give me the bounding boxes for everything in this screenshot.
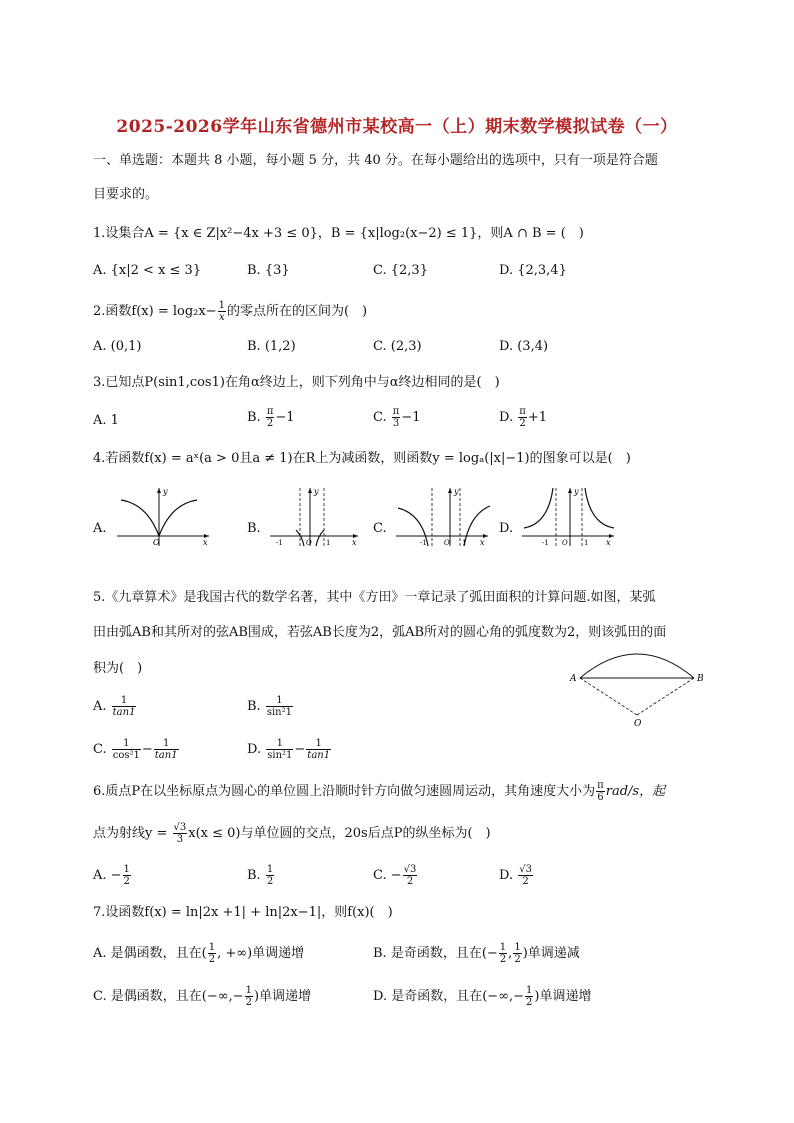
q4-graph-c bbox=[392, 484, 492, 548]
page-title: 2025-2026学年山东省德州市某校高一（上）期末数学模拟试卷（一） bbox=[116, 117, 678, 137]
q5-c-prefix: C. bbox=[93, 742, 111, 757]
q3-option-c bbox=[373, 406, 421, 429]
q7-a-text-a: A. 是偶函数，且在( bbox=[93, 946, 207, 961]
q7-a-num: 1 bbox=[208, 942, 216, 953]
q3-option-d bbox=[499, 406, 547, 429]
q6-b-fraction bbox=[266, 864, 274, 887]
q3-d-den: 2 bbox=[519, 418, 526, 429]
x-label: x bbox=[352, 538, 357, 547]
y-arrow-icon bbox=[568, 488, 572, 493]
q5-c-den-2: tan1 bbox=[154, 750, 178, 761]
q5-d-den-1: sin²1 bbox=[267, 750, 293, 761]
q3-d-num: π bbox=[519, 406, 526, 417]
q5-a-prefix: A. bbox=[93, 699, 111, 714]
q3-d-suffix: +1 bbox=[527, 410, 547, 425]
q4-option-c-label: C. bbox=[373, 521, 387, 536]
neg-one-label: -1 bbox=[542, 539, 549, 547]
q5-c-num-2: 1 bbox=[154, 738, 179, 750]
q5-b-fraction bbox=[266, 695, 293, 718]
q7-c-den: 2 bbox=[245, 997, 252, 1008]
q6-option-b bbox=[247, 864, 275, 887]
q7-a-text-b: , +∞)单调递增 bbox=[217, 946, 305, 961]
q5-c-num-1: 1 bbox=[112, 738, 141, 750]
origin-label: O bbox=[562, 539, 568, 547]
q5-c-minus: − bbox=[141, 742, 153, 757]
q5-stem-line2: 田由弧AB和其所对的弦AB围成，若弦AB长度为2，弧AB所对的圆心角的弧度数为2，则该弧田的面 bbox=[93, 625, 667, 640]
q6-line1-text-a: 6.质点P在以坐标原点为圆心的单位圆上沿顺时针方向做匀速圆周运动，其角速度大小为 bbox=[93, 784, 596, 799]
q3-c-suffix: −1 bbox=[401, 410, 421, 425]
q3-b-den: 2 bbox=[266, 418, 274, 429]
q5-b-prefix: B. bbox=[247, 699, 265, 714]
q4-graph-d bbox=[518, 484, 618, 548]
origin-label: O bbox=[306, 539, 312, 547]
q6-line2-text-a: 点为射线y = bbox=[93, 826, 172, 841]
q4-option-b-label: B. bbox=[247, 521, 261, 536]
q7-b-num-1: 1 bbox=[499, 942, 507, 953]
q6-a-fraction bbox=[123, 864, 131, 887]
curve bbox=[524, 488, 614, 528]
q2-stem bbox=[93, 300, 367, 323]
q5-d-num-1: 1 bbox=[266, 738, 293, 750]
q3-c-fraction bbox=[392, 406, 401, 429]
radius-oa bbox=[580, 678, 637, 715]
q3-d-fraction bbox=[518, 406, 527, 429]
q1-option-c: C. {2,3} bbox=[373, 263, 428, 278]
q6-line1-fraction bbox=[596, 780, 605, 803]
q1-stem: 1.设集合A = {x ∈ Z|x²−4x +3 ≤ 0}，B = {x|log₂(x−2) ≤ 1}，则A ∩ B = ( ) bbox=[93, 226, 584, 241]
q6-line2-fraction bbox=[173, 822, 188, 845]
q2-frac-num: 1 bbox=[218, 300, 225, 311]
q3-option-b bbox=[247, 406, 295, 429]
q7-d-text-b: )单调递增 bbox=[534, 989, 592, 1004]
q3-stem: 3.已知点P(sin1,cos1)在角α终边上，则下列角中与α终边相同的是( ) bbox=[93, 375, 500, 390]
y-arrow-icon bbox=[308, 488, 312, 493]
q6-a-den: 2 bbox=[123, 876, 130, 887]
q6-d-prefix: D. bbox=[499, 868, 518, 883]
q3-option-a: A. 1 bbox=[93, 413, 119, 428]
section-instructions-line1: 一、单选题：本题共 8 小题，每小题 5 分，共 40 分。在每小题给出的选项中，只有一项是符合题 bbox=[93, 153, 658, 168]
q6-line2-num: √3 bbox=[173, 822, 187, 833]
q1-option-a: A. {x|2 < x ≤ 3} bbox=[93, 263, 202, 278]
q7-c-num: 1 bbox=[245, 985, 252, 996]
q4-option-d-label: D. bbox=[499, 521, 514, 536]
q7-option-c bbox=[93, 985, 311, 1008]
q6-option-d bbox=[499, 864, 534, 887]
q4-graph-b bbox=[266, 484, 362, 548]
q2-option-c: C. (2,3) bbox=[373, 339, 422, 354]
section-instructions-line2: 目要求的。 bbox=[93, 187, 159, 202]
q5-a-den: tan1 bbox=[112, 707, 136, 718]
q6-b-prefix: B. bbox=[247, 868, 265, 883]
q5-d-num-2: 1 bbox=[306, 738, 331, 750]
q6-option-a bbox=[93, 864, 132, 887]
q5-option-a bbox=[93, 695, 137, 718]
q5-stem-line3: 积为( ) bbox=[93, 661, 143, 676]
q3-c-den: 3 bbox=[392, 418, 400, 429]
y-label: y bbox=[314, 487, 319, 496]
q5-a-num: 1 bbox=[112, 695, 137, 707]
q3-c-prefix: C. bbox=[373, 410, 391, 425]
q2-option-b: B. (1,2) bbox=[247, 339, 296, 354]
q6-d-den: 2 bbox=[522, 876, 529, 887]
q5-c-den-1: cos²1 bbox=[112, 750, 140, 761]
q4-graph-a bbox=[113, 484, 213, 548]
q5-d-fraction-1 bbox=[266, 738, 293, 761]
q7-option-a bbox=[93, 942, 304, 965]
q5-b-num: 1 bbox=[266, 695, 293, 707]
q7-d-den: 2 bbox=[526, 997, 533, 1008]
q2-stem-text-a: 2.函数f(x) = log₂x− bbox=[93, 304, 217, 319]
q6-c-den: 2 bbox=[406, 876, 414, 887]
q4-option-a-label: A. bbox=[93, 521, 107, 536]
q7-c-fraction bbox=[245, 985, 253, 1008]
q7-d-num: 1 bbox=[526, 985, 533, 996]
q5-stem-line1: 5.《九章算术》是我国古代的数学名著，其中《方田》一章记录了弧田面积的计算问题.如图，某弧 bbox=[93, 590, 656, 605]
q7-c-text-b: )单调递增 bbox=[253, 989, 312, 1004]
q7-option-d bbox=[373, 985, 592, 1008]
q5-a-fraction bbox=[112, 695, 137, 718]
q5-b-den: sin²1 bbox=[266, 707, 292, 718]
q7-b-num-2: 1 bbox=[514, 942, 521, 953]
point-a-label: A bbox=[570, 674, 577, 684]
q2-frac-den: x bbox=[218, 312, 225, 323]
q2-option-d: D. (3,4) bbox=[499, 339, 549, 354]
q5-c-fraction-2 bbox=[154, 738, 179, 761]
q6-line2-text-b: x(x ≤ 0)与单位圆的交点，20s后点P的纵坐标为( ) bbox=[188, 826, 491, 841]
q6-stem-line1 bbox=[93, 780, 665, 803]
q6-d-num: √3 bbox=[519, 864, 532, 875]
y-arrow-icon bbox=[157, 488, 161, 493]
q7-c-text-a: C. 是偶函数，且在(−∞,− bbox=[93, 989, 244, 1004]
q5-d-fraction-2 bbox=[306, 738, 331, 761]
q3-b-prefix: B. bbox=[247, 410, 265, 425]
q5-option-c bbox=[93, 738, 180, 761]
q2-fraction bbox=[218, 300, 226, 323]
q3-b-suffix: −1 bbox=[275, 410, 295, 425]
q6-line2-den: 3 bbox=[176, 834, 184, 845]
q1-option-d: D. {2,3,4} bbox=[499, 263, 567, 278]
q5-arc-figure bbox=[566, 640, 716, 730]
y-arrow-icon bbox=[448, 488, 452, 493]
q5-d-den-2: tan1 bbox=[307, 750, 331, 761]
q7-option-b bbox=[373, 942, 580, 965]
q7-b-text-b: )单调递减 bbox=[522, 946, 580, 961]
y-label: y bbox=[454, 487, 459, 496]
q6-d-fraction bbox=[518, 864, 533, 887]
q6-stem-line2 bbox=[93, 822, 491, 845]
x-label: x bbox=[606, 538, 611, 547]
arc-ab bbox=[580, 654, 694, 678]
q6-b-den: 2 bbox=[266, 876, 274, 887]
q6-option-c bbox=[373, 864, 418, 887]
q3-d-prefix: D. bbox=[499, 410, 518, 425]
q5-option-d bbox=[247, 738, 332, 761]
q5-d-minus: − bbox=[294, 742, 306, 757]
q2-option-a: A. (0,1) bbox=[93, 339, 142, 354]
q2-stem-text-b: 的零点所在的区间为( ) bbox=[226, 304, 368, 319]
q7-b-fraction-2 bbox=[513, 942, 521, 965]
q1-option-b: B. {3} bbox=[247, 263, 290, 278]
x-label: x bbox=[480, 538, 485, 547]
q7-d-text-a: D. 是奇函数，且在(−∞,− bbox=[373, 989, 525, 1004]
neg-one-label: -1 bbox=[420, 539, 427, 547]
q5-c-fraction-1 bbox=[112, 738, 141, 761]
x-label: x bbox=[203, 538, 208, 547]
pos-one-label: 1 bbox=[584, 539, 589, 547]
q3-b-num: π bbox=[266, 406, 274, 417]
q6-a-num: 1 bbox=[123, 864, 130, 875]
y-label: y bbox=[163, 487, 168, 496]
point-o-label: O bbox=[634, 719, 642, 729]
radius-ob bbox=[637, 678, 694, 715]
point-b-label: B bbox=[697, 674, 704, 684]
q6-b-num: 1 bbox=[266, 864, 274, 875]
pos-one-label: 1 bbox=[462, 539, 467, 547]
q6-line1-den: 6 bbox=[597, 792, 604, 803]
pos-one-label: 1 bbox=[326, 539, 331, 547]
q6-a-prefix: A. − bbox=[93, 868, 122, 883]
origin-label: O bbox=[444, 539, 450, 547]
q6-c-fraction bbox=[403, 864, 418, 887]
q7-a-fraction bbox=[208, 942, 216, 965]
q7-stem: 7.设函数f(x) = ln|2x +1| + ln|2x−1|，则f(x)( ) bbox=[93, 905, 393, 920]
origin-label: O bbox=[153, 538, 160, 547]
q6-line1-text-b: rad/s，起 bbox=[605, 784, 666, 799]
q6-c-num: √3 bbox=[403, 864, 417, 875]
q7-a-den: 2 bbox=[208, 954, 216, 965]
q7-b-text-a: B. 是奇函数，且在(− bbox=[373, 946, 498, 961]
q7-b-den-2: 2 bbox=[514, 954, 521, 965]
q6-c-prefix: C. − bbox=[373, 868, 402, 883]
q3-c-num: π bbox=[392, 406, 400, 417]
q7-d-fraction bbox=[525, 985, 533, 1008]
neg-one-label: -1 bbox=[276, 539, 283, 547]
q5-d-prefix: D. bbox=[247, 742, 266, 757]
q7-b-fraction-1 bbox=[499, 942, 507, 965]
q7-b-den-1: 2 bbox=[499, 954, 507, 965]
q6-line1-num: π bbox=[597, 780, 604, 791]
q4-stem: 4.若函数f(x) = aˣ(a > 0且a ≠ 1)在R上为减函数，则函数y = logₐ(|x|−1)的图象可以是( ) bbox=[93, 451, 631, 466]
q7-b-comma: , bbox=[508, 946, 513, 961]
q3-b-fraction bbox=[266, 406, 275, 429]
q5-option-b bbox=[247, 695, 294, 718]
y-label: y bbox=[574, 487, 579, 496]
